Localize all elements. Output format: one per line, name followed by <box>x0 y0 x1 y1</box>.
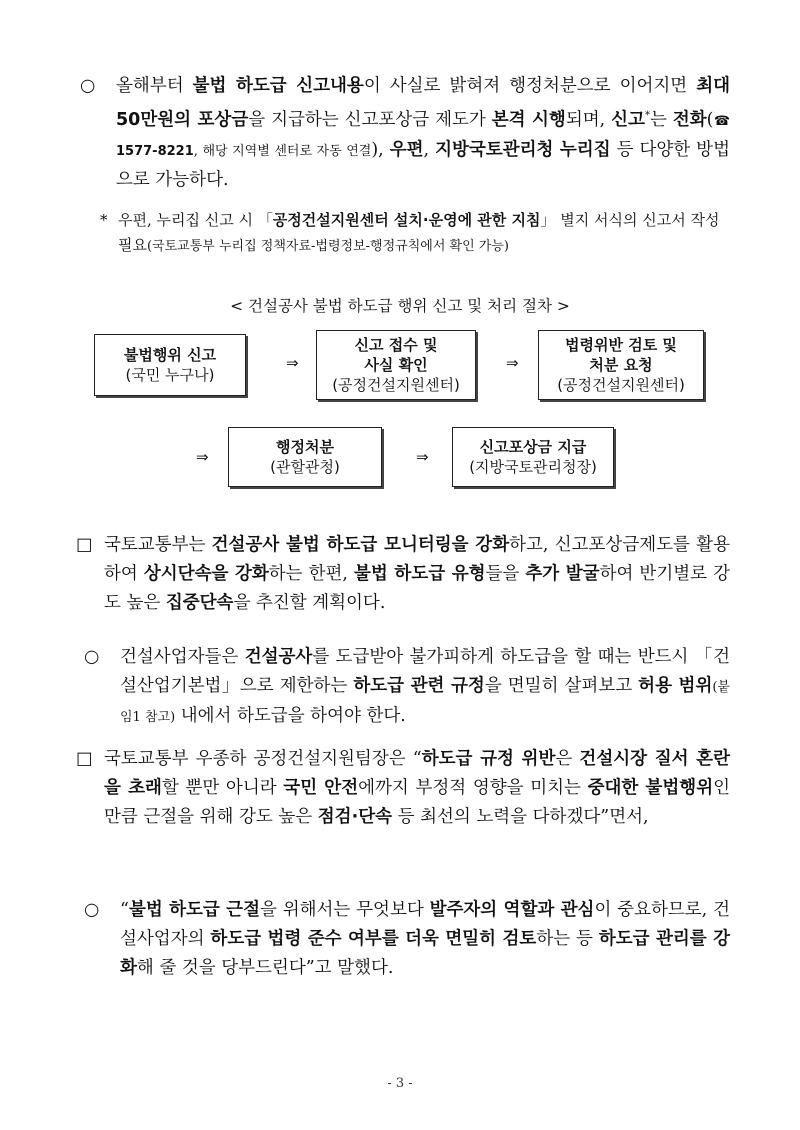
circle-bullet: ○ <box>84 647 100 667</box>
footnote <box>100 208 730 259</box>
flow-arrow: ⇒ <box>506 354 519 372</box>
paragraph-text: 국토교통부는 건설공사 불법 하도급 모니터링을 강화하고, 신고포상금제도를 활용하여 상시단속을 강화하는 한편, 불법 하도급 유형들을 추가 발굴하여 반기별로 강도 높은 집중단속을 추진할 계획이다. <box>104 535 730 613</box>
circle-bullet: ○ <box>80 76 96 96</box>
page-number: - 3 - <box>387 1076 413 1091</box>
circle-bullet: ○ <box>84 900 100 920</box>
asterisk-marker: * <box>100 211 108 229</box>
paragraph-reward-system <box>80 72 730 195</box>
paragraph-contractors <box>84 643 730 732</box>
flow-arrow: ⇒ <box>286 354 299 372</box>
square-bullet: □ <box>76 749 93 769</box>
flow-step-review: 법령위반 검토 및 처분 요청 (공정건설지원센터) <box>538 330 704 400</box>
paragraph-monitoring <box>76 531 730 618</box>
flow-step-report: 불법행위 신고 (국민 누구나) <box>94 334 246 396</box>
square-bullet: □ <box>76 535 93 555</box>
footnote-text: 우편, 누리집 신고 시 「공정건설지원센터 설치·운영에 관한 지침」 별지 서식의 신고서 작성 필요(국토교통부 누리집 정책자료-법령정보-행정규칙에서 확인 가능) <box>118 211 720 254</box>
paragraph-text: 국토교통부 우종하 공정건설지원팀장은 “하도급 규정 위반은 건설시장 질서 혼란을 초래할 뿐만 아니라 국민 안전에까지 부정적 영향을 미치는 중대한 불법행위인 만큼 근절을 위해 강도 높은 점검·단속 등 최선의 노력을 다하겠다”면서, <box>104 749 730 827</box>
flow-step-reward: 신고포상금 지급 (지방국토관리청장) <box>452 427 614 487</box>
flow-title: < 건설공사 불법 하도급 행위 신고 및 처리 절차 > <box>230 297 570 315</box>
paragraph-team-leader-quote <box>76 745 730 832</box>
paragraph-text: 건설사업자들은 건설공사를 도급받아 불가피하게 하도급을 할 때는 반드시 「건설산업기본법」으로 제한하는 하도급 관련 규정을 면밀히 살펴보고 허용 범위(붙임1 참고) 내에서 하도급을 하여야 한다. <box>120 647 730 726</box>
paragraph-closing-quote <box>84 896 730 983</box>
flow-arrow: ⇒ <box>416 448 429 466</box>
flow-step-disposition: 행정처분 (관할관청) <box>228 427 382 487</box>
flow-step-receipt: 신고 접수 및 사실 확인 (공정건설지원센터) <box>316 330 476 400</box>
paragraph-text: 올해부터 불법 하도급 신고내용이 사실로 밝혀져 행정처분으로 이어지면 최대 50만원의 포상금을 지급하는 신고포상금 제도가 본격 시행되며, 신고*는 전화(☎ 1577-8221, 해당 지역별 센터로 자동 연결), 우편, 지방국토관리청 누리집 등 다양한 방법으로 가능하다. <box>116 76 731 190</box>
paragraph-text: “불법 하도급 근절을 위해서는 무엇보다 발주자의 역할과 관심이 중요하므로, 건설사업자의 하도급 법령 준수 여부를 더욱 면밀히 검토하는 등 하도급 관리를 강화해 줄 것을 당부드린다”고 말했다. <box>120 900 730 978</box>
flow-arrow: ⇒ <box>196 448 209 466</box>
phone-number: ☎ 1577-8221 <box>116 113 731 159</box>
